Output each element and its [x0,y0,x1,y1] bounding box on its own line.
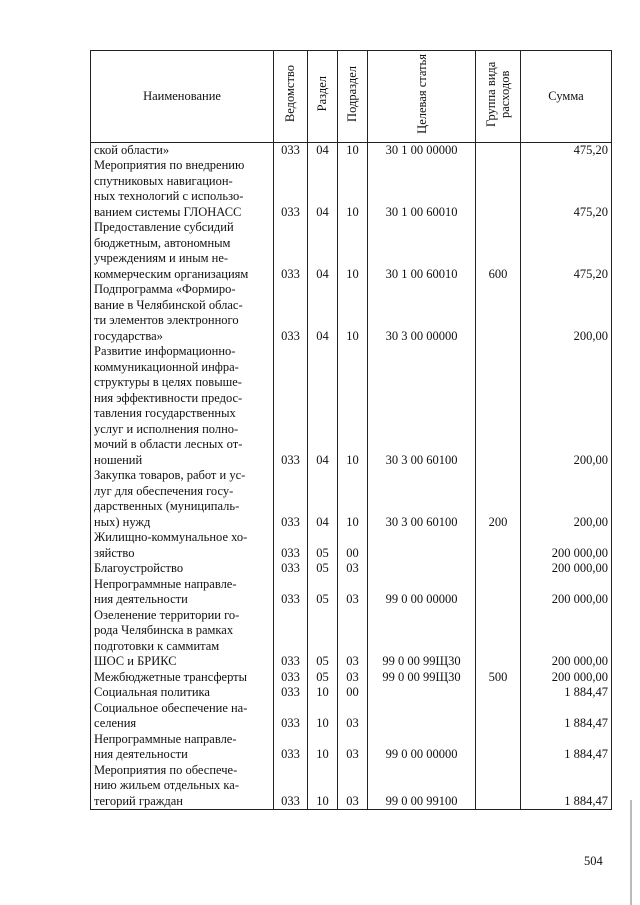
row-section: 05 [308,670,338,686]
row-subsection: 10 [338,468,368,530]
row-name [91,468,274,530]
row-subsection: 10 [338,282,368,344]
row-expense-group: 200 [476,468,521,530]
row-name [91,763,274,810]
row-name [91,142,274,158]
row-sum: 200 000,00 [521,530,612,561]
row-name-line: тегорий граждан [94,793,183,808]
row-name-line: Жилищно-коммунальное хо- [94,530,248,544]
row-dept: 033 [274,732,308,763]
table-row [91,685,612,701]
table-row [91,530,612,561]
row-name-line: ШОС и БРИКС [94,654,177,668]
row-dept: 033 [274,142,308,158]
row-subsection: 00 [338,530,368,561]
table-row [91,468,612,530]
row-target-article: 99 0 00 99100 [368,763,476,810]
row-dept: 033 [274,530,308,561]
row-target-article [368,561,476,577]
header-dept: Ведомство [274,51,308,143]
row-name-line: селения [94,716,137,730]
row-subsection: 10 [338,142,368,158]
row-target-article: 99 0 00 99Щ30 [368,608,476,670]
row-name-line: мочий в области лесных от- [94,437,243,451]
row-target-article [368,701,476,732]
row-section: 05 [308,530,338,561]
row-target-article: 30 3 00 00000 [368,282,476,344]
row-dept: 033 [274,282,308,344]
row-expense-group [476,344,521,468]
row-section: 05 [308,608,338,670]
row-expense-group [476,685,521,701]
row-name-line: Мероприятия по внедрению [94,158,245,172]
row-sum: 200 000,00 [521,577,612,608]
table-row [91,670,612,686]
table-row [91,142,612,158]
row-name-line: Межбюджетные трансферты [94,669,248,684]
row-name-line: ных технологий с использо- [94,189,244,203]
row-subsection: 03 [338,701,368,732]
row-name-line: подготовки к саммитам [94,638,220,653]
header-expense-group: Группа вида расходов [476,51,521,143]
row-name-line: ния эффективности предос- [94,390,243,405]
row-expense-group: 500 [476,670,521,686]
row-name-line: ния деятельности [94,747,188,761]
table-row [91,158,612,220]
table-row [91,608,612,670]
row-name-line: бюджетным, автономным [94,235,231,250]
header-section: Раздел [308,51,338,143]
header-sum: Сумма [521,51,612,143]
row-name-line: спутниковых навигацион- [94,173,233,188]
row-dept: 033 [274,763,308,810]
table-row [91,577,612,608]
row-dept: 033 [274,701,308,732]
row-name-line: Благоустройство [94,561,184,575]
row-name [91,220,274,282]
table-row [91,344,612,468]
row-name-line: рода Челябинска в рамках [94,623,234,637]
row-subsection: 03 [338,561,368,577]
row-dept: 033 [274,685,308,701]
row-expense-group [476,763,521,810]
table-header-row [91,51,612,143]
row-name-line: Непрограммные направле- [94,576,237,591]
row-target-article: 30 1 00 60010 [368,220,476,282]
row-sum: 1 884,47 [521,685,612,701]
row-sum: 475,20 [521,158,612,220]
header-target-article: Целевая статья [368,51,476,143]
row-dept: 033 [274,670,308,686]
row-dept: 033 [274,220,308,282]
row-target-article [368,685,476,701]
table-row [91,701,612,732]
row-section: 10 [308,685,338,701]
row-name [91,282,274,344]
row-name [91,685,274,701]
row-name-line: Социальное обеспечение на- [94,700,248,715]
row-target-article [368,530,476,561]
row-target-article: 30 1 00 60010 [368,158,476,220]
row-name-line: тавления государственных [94,406,236,420]
row-target-article: 30 3 00 60100 [368,344,476,468]
row-target-article: 30 3 00 60100 [368,468,476,530]
row-dept: 033 [274,608,308,670]
row-subsection: 03 [338,608,368,670]
row-section: 10 [308,763,338,810]
row-section: 04 [308,158,338,220]
row-dept: 033 [274,577,308,608]
row-sum: 200,00 [521,344,612,468]
row-sum: 200,00 [521,282,612,344]
row-section: 10 [308,732,338,763]
row-sum: 200 000,00 [521,608,612,670]
row-name [91,344,274,468]
row-target-article: 99 0 00 00000 [368,577,476,608]
row-name-line: ванием системы ГЛОНАСС [94,204,242,219]
row-expense-group [476,530,521,561]
row-target-article: 30 1 00 00000 [368,142,476,158]
row-name-line: структуры в целях повыше- [94,375,242,389]
row-name-line: коммуникационной инфра- [94,359,239,374]
row-name [91,701,274,732]
row-name-line: коммерческим организациям [94,266,249,281]
row-expense-group [476,608,521,670]
row-expense-group [476,732,521,763]
row-expense-group [476,142,521,158]
row-name-line: Развитие информационно- [94,344,236,358]
row-subsection: 10 [338,158,368,220]
row-dept: 033 [274,468,308,530]
row-name-line: ния деятельности [94,592,188,606]
row-name-line: учреждениям и иным не- [94,251,229,265]
row-name-line: Социальная политика [94,685,210,699]
row-name [91,158,274,220]
row-dept: 033 [274,561,308,577]
table-row [91,282,612,344]
row-name-line: Мероприятия по обеспече- [94,762,238,777]
row-section: 05 [308,577,338,608]
row-name [91,561,274,577]
scan-edge-mark [630,800,632,905]
row-name-line: услуг и исполнения полно- [94,421,239,436]
row-name [91,732,274,763]
row-name-line: вание в Челябинской облас- [94,297,243,312]
row-subsection: 10 [338,220,368,282]
row-expense-group [476,577,521,608]
row-expense-group [476,158,521,220]
row-section: 04 [308,220,338,282]
row-subsection: 03 [338,577,368,608]
row-expense-group: 600 [476,220,521,282]
table-row [91,220,612,282]
row-subsection: 00 [338,685,368,701]
row-sum: 475,20 [521,142,612,158]
row-sum: 200 000,00 [521,670,612,686]
row-name-line: Подпрограмма «Формиро- [94,282,236,296]
row-sum: 1 884,47 [521,701,612,732]
row-name-line: Предоставление субсидий [94,220,234,234]
row-target-article: 99 0 00 99Щ30 [368,670,476,686]
row-name-line: ти элементов электронного [94,313,239,327]
row-sum: 1 884,47 [521,763,612,810]
table-row [91,732,612,763]
row-name [91,670,274,686]
row-name [91,530,274,561]
table-row [91,763,612,810]
budget-table [90,50,612,810]
row-section: 10 [308,701,338,732]
row-subsection: 03 [338,670,368,686]
row-name-line: государства» [94,328,163,343]
page-number: 504 [584,854,603,868]
row-dept: 033 [274,344,308,468]
row-section: 04 [308,344,338,468]
row-name-line: нию жильем отдельных ка- [94,778,239,792]
row-sum: 200 000,00 [521,561,612,577]
header-name: Наименование [91,51,274,143]
row-name-line: ных) нужд [94,514,151,529]
row-subsection: 10 [338,344,368,468]
row-expense-group [476,561,521,577]
row-name-line: ской области» [94,142,170,157]
row-section: 05 [308,561,338,577]
row-sum: 200,00 [521,468,612,530]
row-name-line: Непрограммные направле- [94,731,237,746]
table-body [91,142,612,810]
row-subsection: 03 [338,732,368,763]
row-expense-group [476,701,521,732]
row-name [91,577,274,608]
header-subsection: Подраздел [338,51,368,143]
row-subsection: 03 [338,763,368,810]
row-name [91,608,274,670]
row-name-line: ношений [94,452,143,467]
row-section: 04 [308,468,338,530]
row-expense-group [476,282,521,344]
row-target-article: 99 0 00 00000 [368,732,476,763]
row-section: 04 [308,142,338,158]
row-name-line: дарственных (муниципаль- [94,499,240,513]
row-section: 04 [308,282,338,344]
row-sum: 1 884,47 [521,732,612,763]
table-row [91,561,612,577]
row-sum: 475,20 [521,220,612,282]
row-name-line: Закупка товаров, работ и ус- [94,468,246,482]
row-dept: 033 [274,158,308,220]
row-name-line: зяйство [94,545,135,560]
row-name-line: Озеленение территории го- [94,607,240,622]
row-name-line: луг для обеспечения госу- [94,483,234,498]
